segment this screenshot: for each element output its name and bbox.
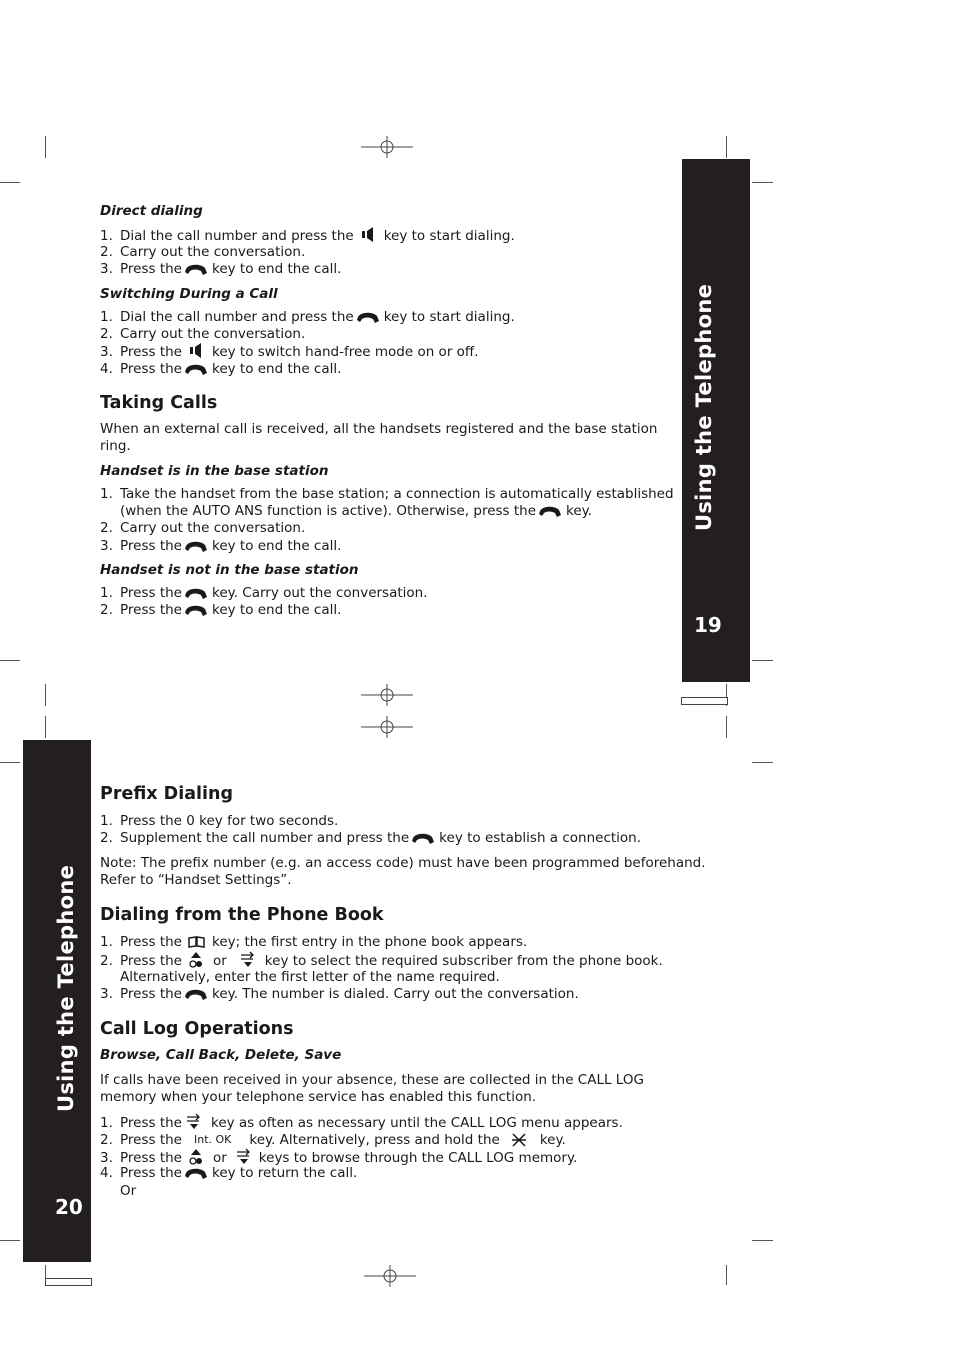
call-log-subheading: Browse, Call Back, Delete, Save bbox=[100, 1047, 342, 1063]
paragraph-line: memory when your telephone service has enabled this function. bbox=[100, 1089, 537, 1105]
list-item: 1. Dial the call number and press the key to start dialing. bbox=[100, 228, 515, 244]
list-item-continued: Alternatively, enter the first letter of the name required. bbox=[120, 969, 500, 985]
crop-mark bbox=[752, 182, 773, 183]
handset-key-icon bbox=[185, 541, 209, 553]
crop-mark bbox=[0, 762, 20, 763]
list-item: 4. Press the key to return the call. bbox=[100, 1165, 358, 1181]
color-bar bbox=[45, 1278, 92, 1286]
list-item: 2. Press the Int. OK key. Alternatively, press and hold the key. bbox=[100, 1132, 566, 1148]
int-ok-key: Int. OK bbox=[193, 1133, 232, 1146]
handset-key-icon bbox=[185, 1168, 209, 1180]
side-tab-title-upper: Using the Telephone bbox=[692, 283, 716, 531]
direct-dialing-heading: Direct dialing bbox=[100, 203, 203, 219]
page-number-19: 19 bbox=[694, 613, 722, 637]
speaker-key-icon bbox=[362, 227, 376, 243]
prefix-dialing-heading: Prefix Dialing bbox=[100, 784, 233, 804]
crop-mark bbox=[726, 716, 727, 738]
registration-mark-icon bbox=[361, 716, 413, 738]
phone-book-heading: Dialing from the Phone Book bbox=[100, 905, 384, 925]
handset-key-icon bbox=[412, 833, 436, 845]
registration-mark-icon bbox=[361, 684, 413, 706]
list-item: 3. Press the or keys to browse through the CALL LOG memory. bbox=[100, 1150, 578, 1166]
down-key-icon bbox=[187, 1113, 201, 1130]
registration-mark-icon bbox=[361, 136, 413, 158]
crop-mark bbox=[45, 716, 46, 738]
crop-mark bbox=[752, 1240, 773, 1241]
star-key-icon bbox=[512, 1133, 526, 1147]
note-line: Note: The prefix number (e.g. an access code) must have been programmed beforehand. bbox=[100, 855, 706, 871]
list-item: 2. Supplement the call number and press the key to establish a connection. bbox=[100, 830, 642, 846]
crop-mark bbox=[0, 660, 20, 661]
phone-book-icon bbox=[188, 935, 206, 949]
list-item-continued: Or bbox=[120, 1183, 137, 1199]
list-item: 1. Press the key. Carry out the conversation. bbox=[100, 585, 428, 601]
taking-calls-heading: Taking Calls bbox=[100, 393, 218, 413]
color-bar bbox=[681, 697, 728, 705]
crop-mark bbox=[752, 660, 773, 661]
list-item: 1. Take the handset from the base station; a connection is automatically established bbox=[100, 486, 674, 502]
down-key-icon bbox=[237, 1148, 251, 1165]
crop-mark bbox=[0, 182, 20, 183]
list-item: 1. Press the 0 key for two seconds. bbox=[100, 813, 339, 829]
list-item: 3. Press the key to switch hand-free mode on or off. bbox=[100, 344, 479, 360]
not-in-base-heading: Handset is not in the base station bbox=[100, 562, 359, 578]
side-tab-title-lower: Using the Telephone bbox=[54, 864, 78, 1112]
list-item: 1. Dial the call number and press the key to start dialing. bbox=[100, 309, 515, 325]
list-item: 2. Carry out the conversation. bbox=[100, 326, 306, 342]
list-item: 2. Carry out the conversation. bbox=[100, 244, 306, 260]
crop-mark bbox=[45, 684, 46, 706]
crop-mark bbox=[0, 1240, 20, 1241]
list-item: 1. Press the key; the first entry in the phone book appears. bbox=[100, 934, 528, 950]
list-item: 3. Press the key. The number is dialed. Carry out the conversation. bbox=[100, 986, 579, 1002]
crop-mark bbox=[45, 136, 46, 158]
handset-key-icon bbox=[357, 312, 381, 324]
crop-mark bbox=[752, 762, 773, 763]
list-item: 3. Press the key to end the call. bbox=[100, 261, 342, 277]
list-item: 2. Press the key to end the call. bbox=[100, 602, 342, 618]
list-item: 2. Carry out the conversation. bbox=[100, 520, 306, 536]
paragraph-line: If calls have been received in your absence, these are collected in the CALL LOG bbox=[100, 1072, 644, 1088]
list-item: 3. Press the key to end the call. bbox=[100, 538, 342, 554]
handset-key-icon bbox=[185, 364, 209, 376]
handset-key-icon bbox=[539, 506, 563, 518]
note-line: Refer to “Handset Settings”. bbox=[100, 872, 292, 888]
down-key-icon bbox=[241, 951, 255, 968]
page-number-20: 20 bbox=[55, 1195, 83, 1219]
list-item-continued: (when the AUTO ANS function is active). Otherwise, press the key. bbox=[120, 503, 593, 519]
switching-heading: Switching During a Call bbox=[100, 286, 278, 302]
list-item: 2. Press the or key to select the required subscriber from the phone book. bbox=[100, 953, 663, 969]
up-key-icon bbox=[189, 1149, 203, 1165]
handset-key-icon bbox=[185, 989, 209, 1001]
in-base-heading: Handset is in the base station bbox=[100, 463, 329, 479]
crop-mark bbox=[726, 1265, 727, 1285]
up-key-icon bbox=[189, 952, 203, 968]
crop-mark bbox=[726, 136, 727, 158]
list-item: 4. Press the key to end the call. bbox=[100, 361, 342, 377]
handset-key-icon bbox=[185, 264, 209, 276]
paragraph-line: When an external call is received, all the handsets registered and the base station bbox=[100, 421, 658, 437]
registration-mark-icon bbox=[364, 1265, 416, 1287]
handset-key-icon bbox=[185, 605, 209, 617]
handset-key-icon bbox=[185, 588, 209, 600]
speaker-key-icon bbox=[190, 343, 204, 359]
call-log-heading: Call Log Operations bbox=[100, 1019, 294, 1039]
paragraph-line: ring. bbox=[100, 438, 131, 454]
list-item: 1. Press the key as often as necessary until the CALL LOG menu appears. bbox=[100, 1115, 623, 1131]
